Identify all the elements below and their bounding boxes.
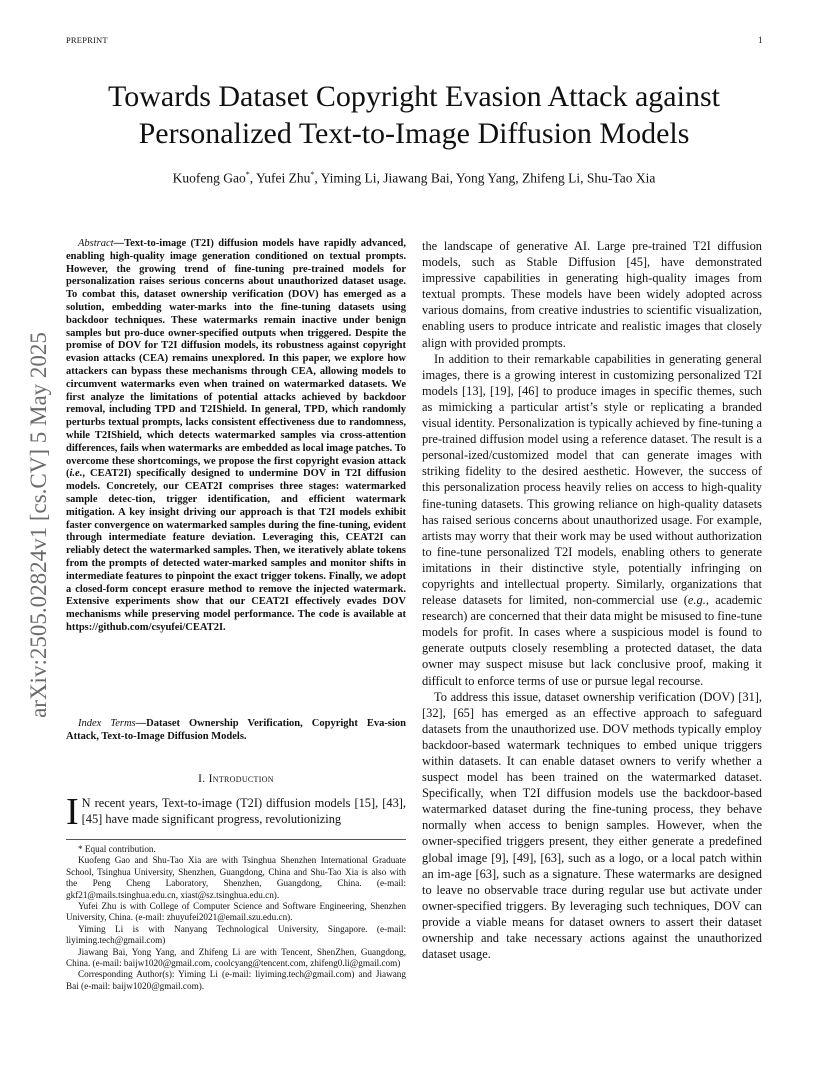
abstract-ie: i.e. (69, 468, 83, 480)
arxiv-identifier: arXiv:2505.02824v1 [cs.CV] 5 May 2025 (26, 332, 51, 718)
page-number: 1 (758, 35, 763, 45)
author-list: Kuofeng Gao*, Yufei Zhu*, Yiming Li, Jiawang Bai, Yong Yang, Zhifeng Li, Shu-Tao Xia (172, 170, 656, 186)
footnote: Corresponding Author(s): Yiming Li (e-mail: liyiming.tech@gmail.com) and Jiawang Bai (e-mail: baijw1020@gmail.com). (66, 969, 406, 991)
footnotes (66, 839, 406, 992)
footnote: Jiawang Bai, Yong Yang, and Zhifeng Li are with Tencent, ShenZhen, Guangdong, China. (e-mail: baijw1020@gmail.com, coolcyang@tencent.com, zhifeng0.li@gmail.com) (66, 946, 406, 969)
index-terms-text: —Dataset Ownership Verification, Copyright Eva-sion Attack, Text-to-Image Diffusion Models. (66, 718, 407, 742)
equal-contribution-mark: * (245, 170, 250, 179)
footnote: Yufei Zhu is with College of Computer Science and Software Engineering, Shenzhen University, China. (e-mail: zhuyufei2021@email.szu.edu.cn). (66, 901, 406, 923)
abstract-text: —Text-to-image (T2I) diffusion models have rapidly advanced, enabling high-quality image generation conditioned on textual prompts. However, the growing trend of fine-tuning pre-trained models for personalization raises serious concerns about unauthorized dataset usage. To combat this, dataset ownership verification (DOV) has emerged as a solution, embedding water-marks into the fine-tuning datasets using backdoor techniques. These watermarks remain inactive under benign samples but pro-duce owner-specified outputs when triggered. Despite the promise of DOV for T2I diffusion models, its robustness against copyright evasion attacks (CEA) remains unexplored. In this paper, we explore how attackers can bypass these mechanisms through CEA, allowing models to circumvent watermarks even when trained on watermarked datasets. We first analyze the limitations of potential attacks achieved by backdoor removal, including TPD and T2IShield. In general, TPD, which randomly perturbs textual prompts, lacks consistent effectiveness due to randomness, while T2IShield, which detects watermarked samples via cross-attention differences, fails when watermarks are embedded as local image patches. To overcome these shortcomings, we propose the first copyright evasion attack ( (66, 238, 406, 480)
body-paragraph: To address this issue, dataset ownership verification (DOV) [31], [32], [65] has emerged as an effective approach to safeguard datasets from the unauthorized use. DOV methods typically employ backdoor-based watermark techniques to embed unique triggers within datasets. It can enable dataset owners to verify whether a suspect model has been trained on the watermarked dataset. Specifically, when T2I diffusion models use the backdoor-based watermarked dataset during the fine-tuning process, they behave normally when access to benign samples. However, when the owner-specified triggers present, they either generate a predefined global image [9], [49], [63], such as a logo, or a local patch within an im-age [63], such as a signature. These watermarks are designed to leave no observable trace during regular use but activate under owner-specified triggers. By leveraging such techniques, DOV can provide a viable means for dataset owners to assert their dataset ownership and take necessary actions against the unauthorized dataset usage. (422, 689, 762, 962)
footnote: Yiming Li is with Nanyang Technological University, Singapore. (e-mail: liyiming.tech@gmail.com) (66, 923, 406, 946)
running-header: PREPRINT (66, 35, 108, 45)
intro-text: N recent years, Text-to-image (T2I) diffusion models [15], [43], [45] have made significant progress, revolutionizing (81, 796, 406, 827)
intro-paragraph (66, 791, 406, 833)
index-terms (66, 718, 406, 744)
arxiv-side-stamp (23, 300, 55, 750)
author-name: Kuofeng Gao (172, 170, 246, 186)
footnote: * Equal contribution. (78, 844, 156, 854)
abstract (66, 238, 406, 635)
abstract-lead: Abstract (78, 238, 114, 249)
abstract-text-cont: , CEAT2I) specifically designed to undermine DOV in T2I diffusion models. Concretely, our CEAT2I comprises three stages: watermarked sample detec-tion, trigger identification, and efficient watermark mitigation. A key insight driving our approach is that T2I models exhibit faster convergence on watermarked samples during the fine-tuning, evident through intermediate feature deviation. Leveraging this, CEAT2I can reliably detect the watermarked samples. Then, we iteratively ablate tokens from the prompts of detected water-marked samples and monitor shifts in intermediate features to pinpoint the exact trigger tokens. Finally, we adopt a closed-form concept erasure method to remove the injected watermark. Extensive experiments show that our CEAT2I effectively evades DOV mechanisms while preserving model performance. The code is available at https://github.com/csyufei/CEAT2I. (66, 468, 406, 633)
body-eg: e.g. (687, 593, 706, 608)
index-terms-lead: Index Terms (78, 718, 136, 729)
section-heading (66, 773, 406, 785)
body-paragraph: the landscape of generative AI. Large pre-trained T2I diffusion models, such as Stable Diffusion [45], have demonstrated impressive capabilities in generating high-quality images from textual prompts. These models have been widely adopted across various domains, from creative industries to scientific visualization, enabling users to produce intricate and realistic images that closely align with provided prompts. (422, 239, 762, 350)
paper-title: Towards Dataset Copyright Evasion Attack against Personalized Text-to-Image Diffusion Models (108, 80, 720, 150)
body-text: In addition to their remarkable capabilities in generating general images, there is a growing interest in customizing personalized T2I models [13], [19], [46] to produce images in specific themes, such as mimicking a particular artist’s style or replicating a branded visual identity. Personalization is typically achieved by fine-tuning a pre-trained diffusion model using a reference dataset. The result is a personal-ized/customized model that can generate images with striking fidelity to the desired aesthetic. However, the success of this personalization process heavily relies on access to high-quality fine-tuning datasets. This growing reliance on high-quality datasets has raised serious concerns about unauthorized usage. For example, artists may worry that their work may be used without authorization to fine-tune personalized T2I models, enabling others to generate imitations in their distinctive style, potentially infringing on copyrights and intellectual property. Similarly, organizations that release datasets for limited, non-commercial use ( (422, 351, 762, 608)
body-paragraph (422, 351, 762, 689)
equal-contribution-mark: * (310, 170, 315, 179)
footnote: Kuofeng Gao and Shu-Tao Xia are with Tsinghua Shenzhen International Graduate School, Tsinghua University, Shenzhen, Guangdong, China and Shu-Tao Xia is also with the Peng Cheng Laboratory, Shenzhen, Guangdong, China. (e-mail: gkf21@mails.tsinghua.edu.cn, xiast@sz.tsinghua.edu.cn). (66, 855, 406, 900)
author-name: Yufei Zhu (256, 170, 311, 186)
author-names-rest: , Yiming Li, Jiawang Bai, Yong Yang, Zhifeng Li, Shu-Tao Xia (314, 170, 656, 186)
drop-cap: I (66, 791, 79, 833)
section-number: I. (198, 773, 206, 785)
section-title: Introduction (208, 773, 274, 785)
body-text-cont: , academic research) are concerned that their data might be misused to fine-tune models for profit. In cases where a suspicious model is found to generate outputs closely resembling a protected dataset, the data owner may suspect misuse but lack conclusive proof, making it difficult to enforce terms of use or pursue legal recourse. (422, 593, 762, 688)
right-column (422, 238, 762, 962)
